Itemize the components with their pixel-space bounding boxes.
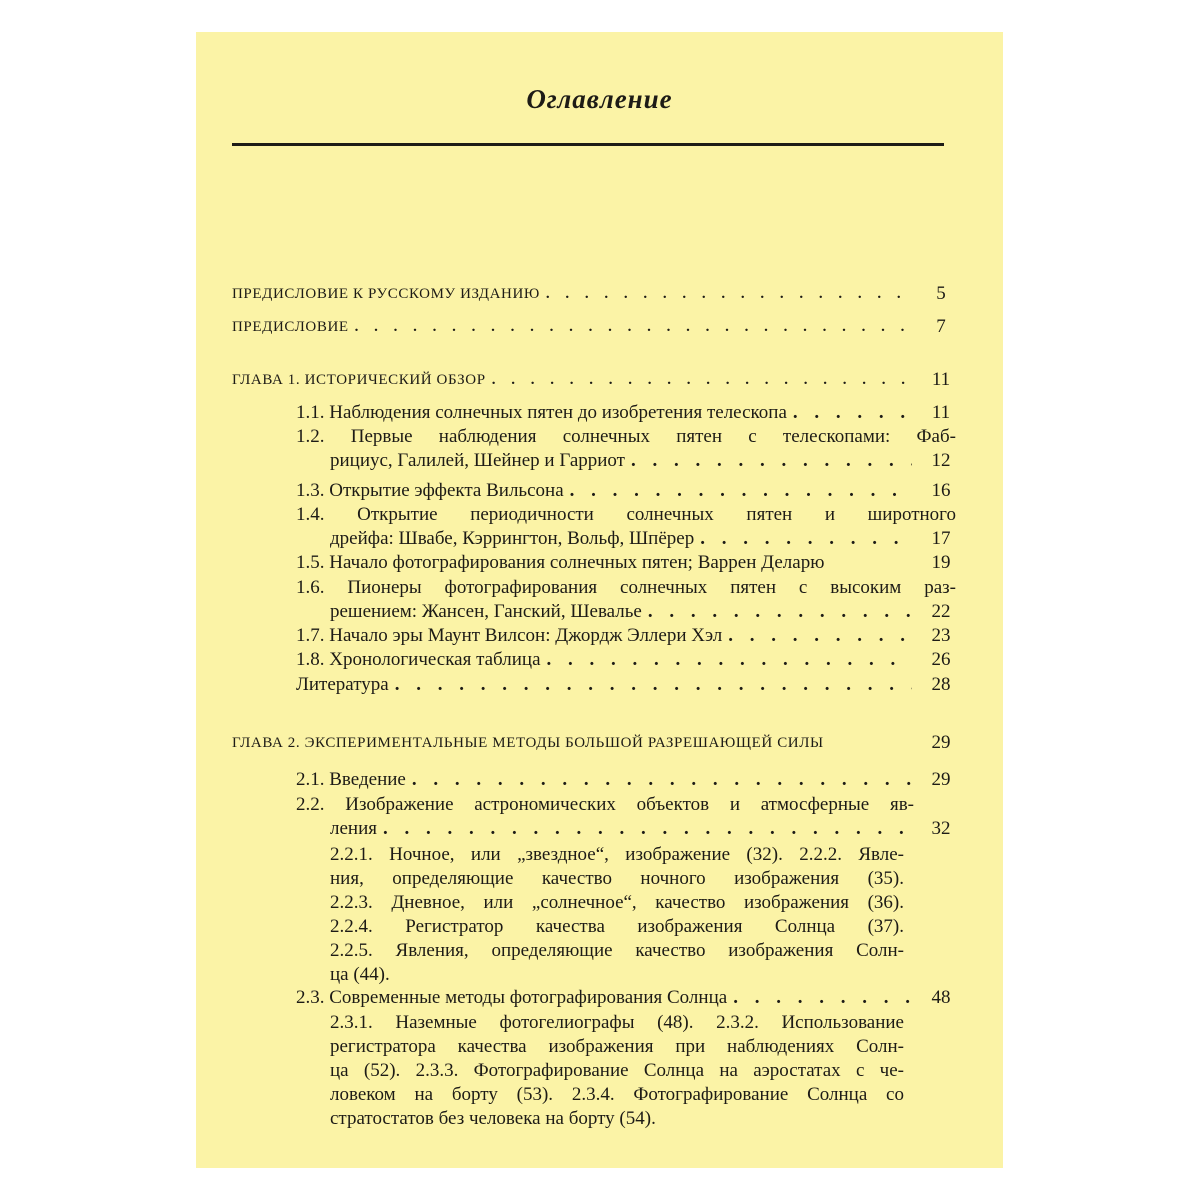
toc-page bbox=[196, 32, 1003, 1168]
toc-literature bbox=[296, 672, 912, 698]
leader-dots bbox=[793, 400, 912, 426]
leader-dots bbox=[383, 816, 912, 842]
toc-entry-text: ПРЕДИСЛОВИЕ К РУССКОМУ ИЗДАНИЮ bbox=[232, 286, 540, 302]
toc-page-number: 23 bbox=[931, 625, 951, 646]
toc-page-number: 22 bbox=[931, 601, 951, 622]
toc-entry-text: 1.1. Наблюдения солнечных пятен до изобретения телескопа bbox=[296, 402, 787, 423]
toc-page-number: 16 bbox=[931, 480, 951, 501]
leader-dots bbox=[492, 367, 912, 393]
toc-section-1-2-cont bbox=[330, 448, 912, 474]
toc-page-number: 48 bbox=[931, 987, 951, 1008]
page-title: Оглавление bbox=[526, 84, 673, 114]
toc-page-number: 28 bbox=[931, 674, 951, 695]
toc-page-number: 12 bbox=[931, 450, 951, 471]
toc-subsections-2-3: ца (52). 2.3.3. Фотографирование Солнца на аэростатах с че- bbox=[330, 1060, 904, 1081]
toc-section-2-2-cont bbox=[330, 816, 912, 842]
leader-dots bbox=[546, 281, 912, 307]
toc-section-1-3 bbox=[296, 478, 912, 504]
leader-dots bbox=[395, 672, 912, 698]
leader-dots bbox=[728, 623, 912, 649]
toc-page-number: 26 bbox=[931, 649, 951, 670]
toc-subsections-2-3: 2.3.1. Наземные фотогелиографы (48). 2.3.2. Использование bbox=[330, 1012, 904, 1033]
toc-entry-text: ления bbox=[330, 818, 377, 839]
toc-subsections-2-2: 2.2.3. Дневное, или „солнечное“, качество изображения (36). bbox=[330, 892, 904, 913]
toc-page-number: 11 bbox=[931, 402, 951, 423]
toc-entry-preface-russian bbox=[232, 281, 912, 307]
toc-page-number: 29 bbox=[931, 769, 951, 790]
toc-chapter-2: ГЛАВА 2. ЭКСПЕРИМЕНТАЛЬНЫЕ МЕТОДЫ БОЛЬШОЙ РАЗРЕШАЮЩЕЙ СИЛЫ bbox=[232, 735, 824, 751]
leader-dots bbox=[412, 767, 912, 793]
toc-page-number: 11 bbox=[931, 369, 951, 390]
toc-subsections-2-2: ца (44). bbox=[330, 964, 390, 985]
toc-entry-text: Литература bbox=[296, 674, 389, 695]
toc-subsections-2-2: 2.2.1. Ночное, или „звездное“, изображение (32). 2.2.2. Явле- bbox=[330, 844, 904, 865]
toc-entry-text: ГЛАВА 1. ИСТОРИЧЕСКИЙ ОБЗОР bbox=[232, 372, 486, 388]
toc-entry-text: решением: Жансен, Ганский, Шевалье bbox=[330, 601, 642, 622]
title-rule bbox=[232, 143, 944, 146]
toc-section-1-6: 1.6. Пионеры фотографирования солнечных пятен с высоким раз- bbox=[296, 577, 956, 598]
toc-section-1-1 bbox=[296, 400, 912, 426]
toc-section-1-8 bbox=[296, 647, 912, 673]
toc-page-number: 5 bbox=[936, 283, 946, 304]
toc-entry-text: 2.3. Современные методы фотографирования Солнца bbox=[296, 987, 728, 1008]
leader-dots bbox=[733, 985, 912, 1011]
toc-section-2-1 bbox=[296, 767, 912, 793]
toc-section-1-5: 1.5. Начало фотографирования солнечных пятен; Варрен Деларю bbox=[296, 552, 825, 573]
toc-subsections-2-2: 2.2.4. Регистратор качества изображения Солнца (37). bbox=[330, 916, 904, 937]
leader-dots bbox=[631, 448, 912, 474]
toc-subsections-2-3: регистратора качества изображения при наблюдениях Солн- bbox=[330, 1036, 904, 1057]
toc-section-1-7 bbox=[296, 623, 912, 649]
leader-dots bbox=[547, 647, 912, 673]
toc-section-1-4-cont bbox=[330, 526, 912, 552]
toc-entry-preface bbox=[232, 314, 912, 340]
toc-page-number: 32 bbox=[931, 818, 951, 839]
toc-chapter-1 bbox=[232, 367, 912, 393]
toc-page-number: 19 bbox=[931, 552, 951, 573]
toc-page-number: 7 bbox=[936, 316, 946, 337]
toc-page-number: 17 bbox=[931, 528, 951, 549]
leader-dots bbox=[570, 478, 912, 504]
toc-page-number: 29 bbox=[931, 732, 951, 753]
toc-entry-text: 1.7. Начало эры Маунт Вилсон: Джордж Эллери Хэл bbox=[296, 625, 723, 646]
toc-subsections-2-2: 2.2.5. Явления, определяющие качество изображения Солн- bbox=[330, 940, 904, 961]
toc-subsections-2-3: стратостатов без человека на борту (54). bbox=[330, 1108, 656, 1129]
toc-entry-text: дрейфа: Швабе, Кэррингтон, Вольф, Шпёрер bbox=[330, 528, 695, 549]
toc-section-1-2: 1.2. Первые наблюдения солнечных пятен с телескопами: Фаб- bbox=[296, 426, 956, 447]
toc-subsections-2-3: ловеком на борту (53). 2.3.4. Фотографирование Солнца со bbox=[330, 1084, 904, 1105]
toc-subsections-2-2: ния, определяющие качество ночного изображения (35). bbox=[330, 868, 904, 889]
toc-entry-text: 1.3. Открытие эффекта Вильсона bbox=[296, 480, 564, 501]
toc-section-1-4: 1.4. Открытие периодичности солнечных пятен и широтного bbox=[296, 504, 956, 525]
leader-dots bbox=[355, 314, 912, 340]
toc-entry-text: ПРЕДИСЛОВИЕ bbox=[232, 319, 349, 335]
toc-section-1-6-cont bbox=[330, 599, 912, 625]
toc-section-2-2: 2.2. Изображение астрономических объектов и атмосферные яв- bbox=[296, 794, 914, 815]
toc-section-2-3 bbox=[296, 985, 912, 1011]
leader-dots bbox=[700, 526, 912, 552]
toc-entry-text: 1.8. Хронологическая таблица bbox=[296, 649, 541, 670]
leader-dots bbox=[648, 599, 912, 625]
toc-entry-text: 2.1. Введение bbox=[296, 769, 406, 790]
toc-entry-text: рициус, Галилей, Шейнер и Гарриот bbox=[330, 450, 625, 471]
